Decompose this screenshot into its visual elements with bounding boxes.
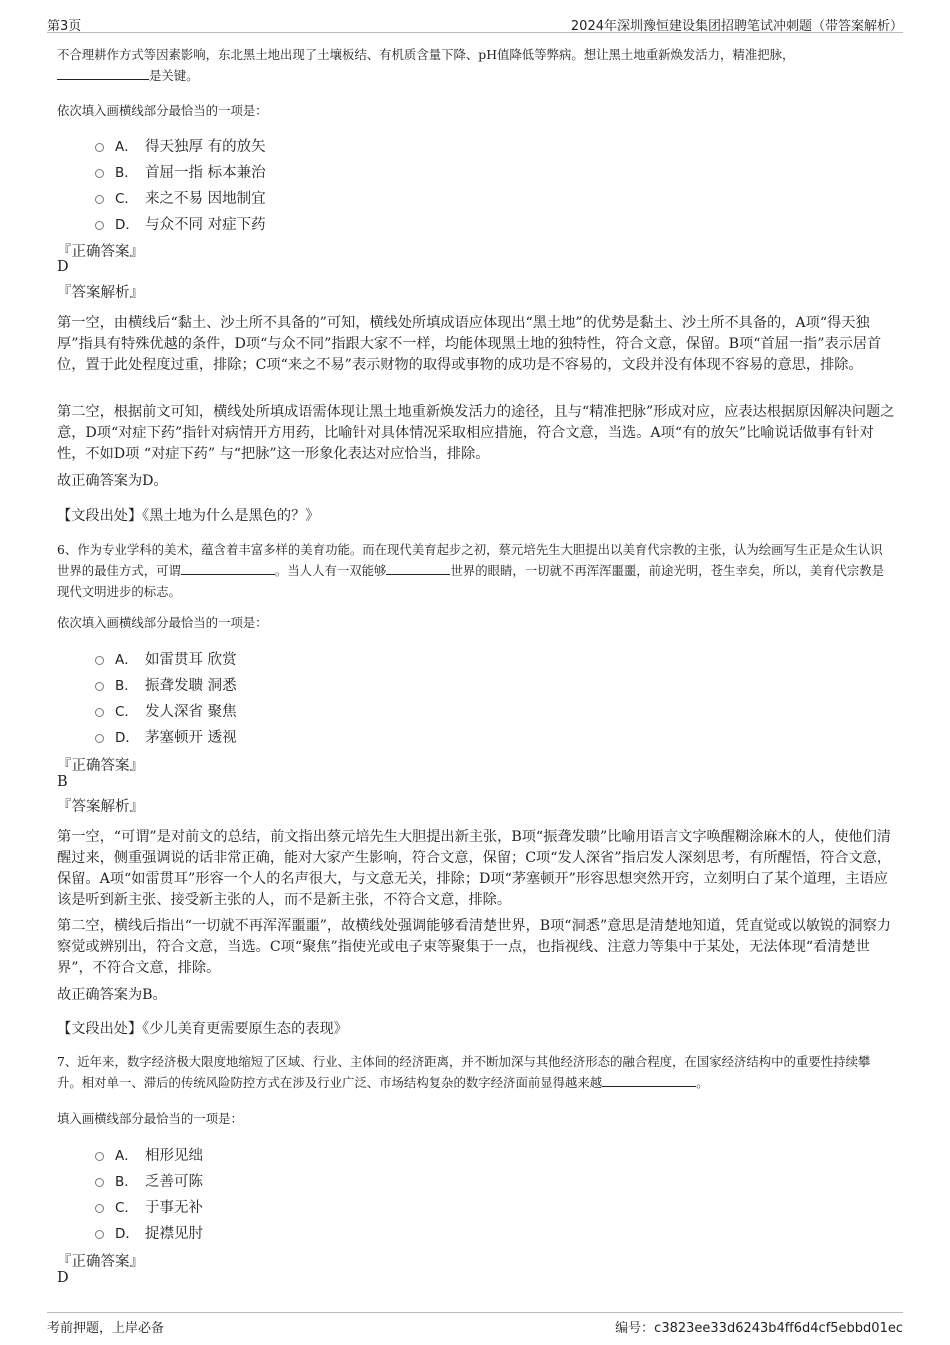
blank: [57, 65, 149, 80]
analysis-label: 『答案解析』: [57, 285, 144, 301]
answer-label: 『正确答案』: [57, 758, 144, 774]
analysis-paragraph: 第二空，根据前文可知，横线处所填成语需体现让黑土地重新焕发活力的途径，且与“精准把脉”形成对应，应表达根据原因解决问题之意，D项“对症下药”指针对病情开方用药，比喻针对具体情况采取相应措施，符合文意，当选。A项“有的放矢”比喻说话做事有针对性，不如D项 “对症下药” 与“把脉”这一形象化表达对应恰当，排除。: [57, 404, 895, 462]
answer-value: D: [57, 259, 69, 275]
radio-icon[interactable]: [95, 143, 104, 152]
radio-icon[interactable]: [95, 1230, 104, 1239]
radio-icon[interactable]: [95, 682, 104, 691]
page-number: 第3页: [47, 19, 82, 34]
source-citation: 【文段出处】《少儿美育更需要原生态的表现》: [57, 1021, 348, 1037]
q6-prompt: 依次填入画横线部分最恰当的一项是：: [57, 615, 268, 630]
option-d[interactable]: D． 捉襟见肘: [95, 1220, 595, 1246]
radio-icon[interactable]: [95, 1152, 104, 1161]
option-a[interactable]: A． 相形见绌: [95, 1142, 595, 1168]
analysis-paragraph: 第二空，横线后指出“一切就不再浑浑噩噩”，故横线处强调能够看清楚世界，B项“洞悉”意思是清楚地知道，凭直觉或以敏锐的洞察力察觉或辨别出，符合文意，当选。C项“聚焦”指使光或电子束等聚集于一点，也指视线、注意力等集中于某处，无法体现“看清楚世界”，不符合文意，排除。: [57, 918, 891, 976]
footer-slogan: 考前押题，上岸必备: [47, 1321, 165, 1336]
answer-label: 『正确答案』: [57, 244, 144, 260]
option-b[interactable]: B． 乏善可陈: [95, 1168, 595, 1194]
option-b[interactable]: B． 首屈一指 标本兼治: [95, 159, 595, 185]
answer-label: 『正确答案』: [57, 1254, 144, 1270]
analysis-conclusion: 故正确答案为B。: [57, 987, 167, 1003]
option-c[interactable]: C． 发人深省 聚焦: [95, 698, 595, 724]
option-b[interactable]: B． 振聋发聩 洞悉: [95, 672, 595, 698]
document-id: 编号：c3823ee33d6243b4ff6d4cf5ebbd01ec: [615, 1321, 903, 1336]
page-header: [47, 12, 903, 33]
option-a[interactable]: A． 如雷贯耳 欣赏: [95, 646, 595, 672]
blank: [602, 1072, 696, 1087]
blank: [181, 560, 275, 575]
analysis-label: 『答案解析』: [57, 799, 144, 815]
option-d[interactable]: D． 茅塞顿开 透视: [95, 724, 595, 750]
q7-prompt: 填入画横线部分最恰当的一项是：: [57, 1111, 243, 1126]
radio-icon[interactable]: [95, 708, 104, 717]
answer-value: B: [57, 774, 68, 790]
q5-stem: 不合理耕作方式等因素影响，东北黑土地出现了土壤板结、有机质含量下降、pH值降低等弊病。想让黑土地重新焕发活力，精准把脉， 是关键。: [57, 47, 795, 83]
blank: [386, 560, 450, 575]
q7-options: [95, 1142, 595, 1246]
analysis-paragraph: 第一空，由横线后“黏土、沙土所不具备的”可知，横线处所填成语应体现出“黑土地”的优势是黏土、沙土所不具备的，A项“得天独厚”指具有特殊优越的条件，D项“与众不同”指跟大家不一样，均能体现黑土地的独特性，符合文意，保留。B项“首屈一指”表示居首位，置于此处程度过重，排除；C项“来之不易”表示财物的取得或事物的成功是不容易的，文段并没有体现不容易的意思，排除。: [57, 315, 882, 373]
radio-icon[interactable]: [95, 734, 104, 743]
option-d[interactable]: D． 与众不同 对症下药: [95, 211, 595, 237]
analysis-paragraph: 第一空，“可谓”是对前文的总结，前文指出蔡元培先生大胆提出新主张，B项“振聋发聩”比喻用语言文字唤醒糊涂麻木的人，使他们清醒过来，侧重强调说的话非常正确，能对大家产生影响，符合文意，保留；C项“发人深省”指启发人深刻思考，有所醒悟，符合文意，保留。A项“如雷贯耳”形容一个人的名声很大，与文意无关，排除；D项“茅塞顿开”形容思想突然开窍，立刻明白了某个道理，主语应该是听到新主张、接受新主张的人，而不是新主张，不符合文意，排除。: [57, 829, 892, 908]
radio-icon[interactable]: [95, 656, 104, 665]
q5-options: [95, 133, 595, 237]
answer-value: D: [57, 1270, 69, 1286]
radio-icon[interactable]: [95, 1204, 104, 1213]
q5-prompt: 依次填入画横线部分最恰当的一项是：: [57, 103, 268, 118]
document-title: 2024年深圳豫恒建设集团招聘笔试冲刺题（带答案解析）: [570, 19, 903, 34]
source-citation: 【文段出处】《黑土地为什么是黑色的？》: [57, 508, 320, 524]
radio-icon[interactable]: [95, 221, 104, 230]
radio-icon[interactable]: [95, 169, 104, 178]
option-c[interactable]: C． 于事无补: [95, 1194, 595, 1220]
q7-stem: 7、近年来，数字经济极大限度地缩短了区域、行业、主体间的经济距离，并不断加深与其他经济形态的融合程度，在国家经济结构中的重要性持续攀升。相对单一、滞后的传统风险防控方式在涉及行业广泛、市场结构复杂的数字经济面前显得越来越 。: [57, 1054, 871, 1090]
option-c[interactable]: C． 来之不易 因地制宜: [95, 185, 595, 211]
q6-stem: 6、作为专业学科的美术，蕴含着丰富多样的美育功能。而在现代美育起步之初，蔡元培先生大胆提出以美育代宗教的主张，认为绘画写生正是众生认识世界的最佳方式，可谓 。当人人有一双能够 世界的眼睛，一切就不再浑浑噩噩，前途光明，苍生幸矣，所以，美育代宗教是现代文明进步的标志。: [57, 542, 885, 599]
radio-icon[interactable]: [95, 1178, 104, 1187]
q6-options: [95, 646, 595, 750]
radio-icon[interactable]: [95, 195, 104, 204]
analysis-conclusion: 故正确答案为D。: [57, 473, 168, 489]
page-footer: [47, 1312, 903, 1337]
option-a[interactable]: A． 得天独厚 有的放矢: [95, 133, 595, 159]
